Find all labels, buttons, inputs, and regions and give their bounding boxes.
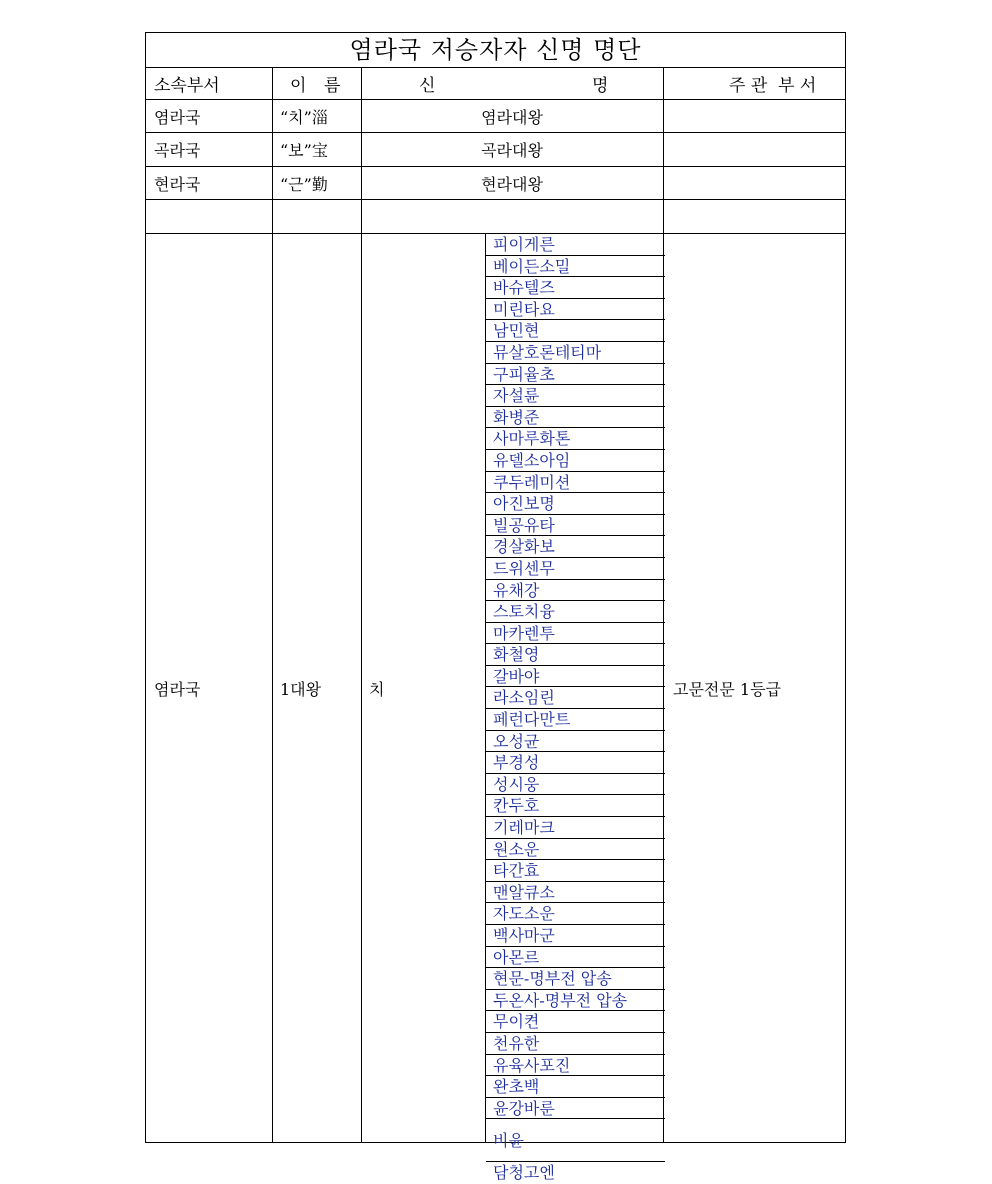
main-dept: 염라국 (154, 679, 201, 699)
member-item: 드위센무 (486, 558, 665, 580)
member-item: 피이게른 (486, 234, 665, 256)
member-item: 사마루화톤 (486, 428, 665, 450)
member-item: 윤강바룬 (486, 1098, 665, 1120)
row-dept: 염라국 (154, 107, 201, 127)
member-item: 유육사포진 (486, 1055, 665, 1077)
member-item: 현문-명부전 압송 (486, 968, 665, 990)
member-item: 성시웅 (486, 774, 665, 796)
header-sin (361, 68, 663, 99)
member-item: 부경성 (486, 752, 665, 774)
member-item: 칸두호 (486, 795, 665, 817)
member-item: 맨알큐소 (486, 882, 665, 904)
member-item: 뮤살호론테티마 (486, 342, 665, 364)
member-item: 천유한 (486, 1033, 665, 1055)
row-name: “보”宝 (280, 141, 328, 160)
member-item: 오성균 (486, 731, 665, 753)
header-name (272, 68, 361, 99)
member-item: 담청고엔 (493, 1163, 555, 1183)
member-item: 자설륜 (486, 385, 665, 407)
header-name-a: 이 (290, 76, 307, 96)
row-name: “근”勤 (280, 174, 328, 194)
row-divider (663, 166, 845, 167)
main-owner: 고문전문 1등급 (673, 679, 782, 699)
member-item: 라소임린 (486, 687, 665, 709)
header-owner: 주 관 부 서 (729, 76, 817, 96)
member-item: 기레마크 (486, 817, 665, 839)
member-item: 무이켠 (486, 1011, 665, 1033)
member-item: 쿠두레미션 (486, 472, 665, 494)
member-item: 완초백 (486, 1076, 665, 1098)
row-sin: 염라대왕 (481, 107, 543, 127)
roster-document (145, 32, 846, 1183)
member-item: 베이든소밀 (486, 256, 665, 278)
row-dept: 곡라국 (154, 141, 201, 160)
member-item: 유채강 (486, 580, 665, 602)
member-item: 갈바야 (486, 666, 665, 688)
member-item: 자도소운 (486, 903, 665, 925)
row-sin: 현라대왕 (481, 174, 543, 194)
member-item: 유델소아임 (486, 450, 665, 472)
header-name-b: 름 (324, 76, 341, 96)
member-item: 화병준 (486, 407, 665, 429)
header-sin-a: 신 (419, 76, 436, 96)
member-item: 화철영 (486, 644, 665, 666)
member-item: 페런다만트 (486, 709, 665, 731)
member-item: 원소운 (486, 839, 665, 861)
row-name: “치”淄 (280, 107, 328, 127)
member-item: 미린타요 (486, 299, 665, 321)
member-item: 바슈텔즈 (486, 277, 665, 299)
member-item: 두온사-명부전 압송 (486, 990, 665, 1012)
member-item: 빌공유타 (486, 515, 665, 537)
row-divider (146, 199, 845, 200)
member-item: 비윤 (486, 1119, 665, 1162)
roster-table (145, 67, 846, 1183)
member-item: 구피율초 (486, 364, 665, 386)
member-item: 마카렌투 (486, 623, 665, 645)
member-item: 남민현 (486, 320, 665, 342)
header-sin-b: 명 (592, 76, 609, 96)
document-title: 염라국 저승자자 신명 명단 (145, 32, 846, 67)
member-item: 스토치융 (486, 601, 665, 623)
header-dept: 소속부서 (154, 76, 220, 96)
main-sin: 치 (369, 679, 385, 699)
member-list (485, 234, 665, 1183)
row-dept: 현라국 (154, 174, 201, 194)
row-sin: 곡라대왕 (481, 141, 543, 160)
main-name: 1대왕 (280, 679, 322, 699)
member-item: 백사마군 (486, 925, 665, 947)
member-item: 아진보명 (486, 493, 665, 515)
member-item: 경살화보 (486, 536, 665, 558)
member-item: 타간효 (486, 860, 665, 882)
member-item: 아몬르 (486, 947, 665, 969)
